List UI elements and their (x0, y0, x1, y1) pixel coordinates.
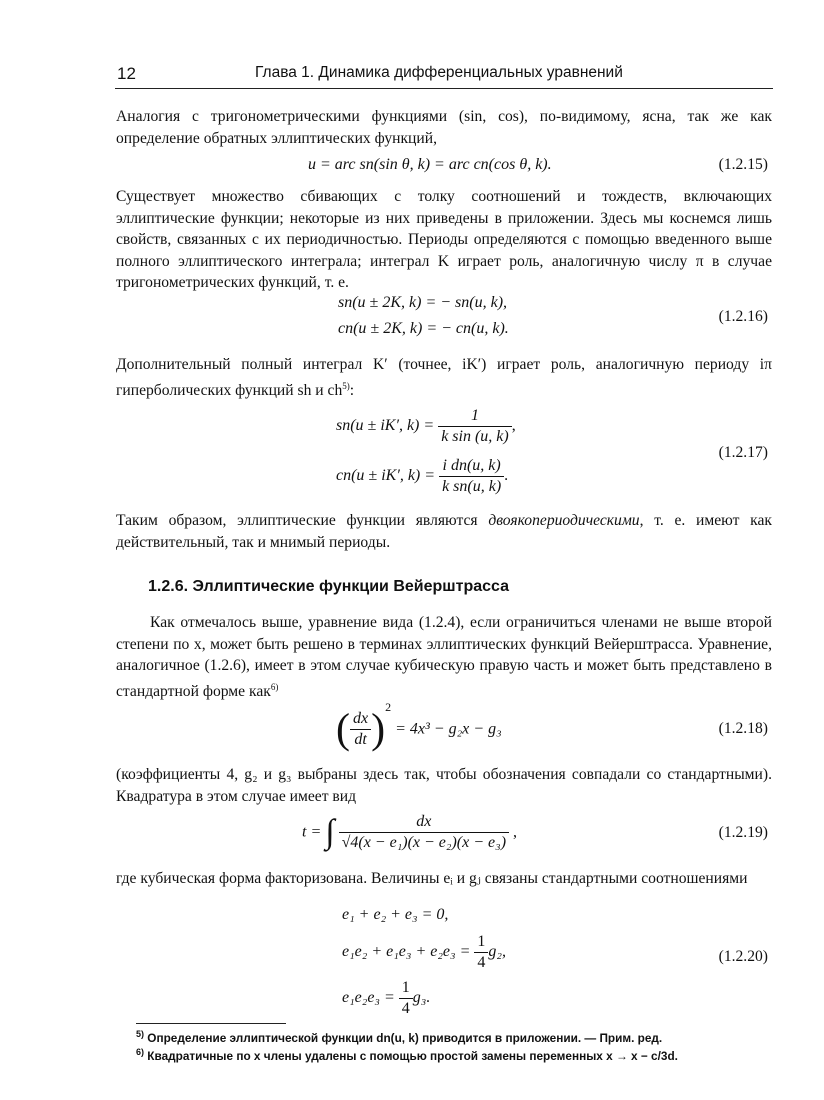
right-paren: ) (371, 706, 386, 753)
exponent: 2 (385, 700, 392, 714)
fraction-numerator: 1 (474, 932, 488, 953)
equation-number: (1.2.18) (718, 720, 768, 737)
equation-1-2-16 (116, 294, 772, 344)
equation-line-1 (336, 406, 516, 447)
paragraph-2: Существует множество сбивающих с толку соотношений и тождеств, включающих эллиптические функции; некоторые из них приведены в приложении. Здесь мы коснемся лишь свойств, связанных с их периодичностью. Периоды определяются с помощью введенного выше полного эллиптического интеграла; интеграл K играет роль, аналогичную числу π в случае тригонометрических функций, т. е. (116, 188, 772, 291)
fraction-2 (439, 456, 504, 497)
equation-lhs: t = (302, 823, 322, 841)
equation-lhs-1: sn(u ± iK′, k) = (336, 417, 435, 435)
equation-body (302, 812, 517, 853)
equation-lhs-2: cn(u ± iK′, k) = (336, 467, 436, 485)
equation-line-2 (336, 456, 508, 497)
fraction-denominator: √4(x − e₁)(x − e₂)(x − e₃) (341, 834, 507, 851)
paragraph-7: где кубическая форма факторизована. Величины eᵢ и gⱼ связаны стандартными соотношениями (116, 870, 748, 887)
section-title: 1.2.6. Эллиптические функции Вейерштрасса (148, 578, 510, 595)
equation-body (336, 700, 502, 753)
footnote-ref-6[interactable]: 6) (270, 681, 279, 692)
paragraph-4 (116, 510, 772, 553)
emphasis-term: двоякопериодическими (488, 512, 640, 529)
equation-number: (1.2.17) (718, 444, 768, 461)
equation-1-2-18 (116, 700, 772, 760)
equation-number: (1.2.16) (718, 308, 768, 325)
equation-tail: . (504, 467, 509, 485)
equation-line-3 (342, 978, 430, 1019)
integral-sign: ∫ (325, 813, 335, 851)
equation-1-2-19 (116, 812, 772, 868)
footnote-6 (136, 1047, 776, 1063)
fraction-quarter-1 (474, 932, 488, 973)
equation-number: (1.2.15) (718, 156, 768, 173)
running-header (115, 62, 773, 89)
page-number: 12 (117, 64, 136, 83)
footnote-ref-5[interactable]: 5) (342, 380, 350, 391)
fraction-denominator: k sin (u, k) (441, 428, 509, 445)
footnote-5 (136, 1029, 776, 1045)
equation-lhs-2: e₁e₂ + e₁e₃ + e₂e₃ = (342, 943, 471, 961)
footnote-mark: 5) (136, 1029, 145, 1039)
fraction-numerator: dx (350, 709, 371, 730)
paragraph-3-text: Дополнительный полный интеграл K′ (точнее, iK′) играет роль, аналогичную периоду iπ гиперболических функций sh и ch (116, 356, 772, 399)
paragraph-6: (коэффициенты 4, g₂ и g₃ выбраны здесь так, чтобы обозначения совпадали со стандартными). Квадратура в этом случае имеет вид (116, 766, 772, 805)
fraction-numerator: dx (339, 812, 509, 833)
equation-tail-3: g₃. (412, 989, 431, 1007)
footnote-divider (136, 1023, 286, 1024)
integrand-fraction (339, 812, 509, 853)
equation-lhs-3: e₁e₂e₃ = (342, 989, 395, 1007)
fraction-denominator: 4 (477, 954, 486, 971)
equation-rhs: = 4x³ − g₂x − g₃ (395, 720, 502, 738)
equation-line-1: e₁ + e₂ + e₃ = 0, (342, 906, 449, 923)
paragraph-3: Дополнительный полный интеграл K′ (точнее, iK′) играет роль, аналогичную периоду iπ гиперболических функций sh и $ch^{5)}$: (116, 356, 772, 399)
footnote-text: Квадратичные по x члены удалены с помощью простой замены переменных x → x − c/3d. (147, 1048, 678, 1063)
equation-tail: , (511, 417, 516, 435)
fraction-denominator: k sn(u, k) (442, 478, 502, 495)
running-title: Глава 1. Динамика дифференциальных уравнений (255, 64, 623, 81)
footnote-text: Определение эллиптической функции dn(u, k) приводится в приложении. — Прим. ред. (147, 1030, 663, 1045)
paragraph-4-text-b: , т. е. имеют как действительный, так и мнимый периоды. (116, 512, 772, 551)
fraction-numerator: 1 (438, 406, 512, 427)
fraction-quarter-2 (399, 978, 413, 1019)
footnote-mark: 6) (136, 1047, 145, 1057)
left-paren: ( (336, 706, 350, 753)
fraction-numerator: i dn(u, k) (439, 456, 504, 477)
paragraph-4-text-a: Таким образом, эллиптические функции являются (116, 512, 478, 529)
equation-line-2: cn(u ± 2K, k) = − cn(u, k). (338, 320, 509, 337)
paragraph-1: Аналогия с тригонометрическими функциями (sin, cos), по-видимому, ясна, так же как определение обратных эллиптических функций, (116, 108, 772, 147)
equation-line-2 (342, 932, 506, 973)
fraction-numerator: 1 (399, 978, 413, 999)
equation-tail-2: g₂, (488, 943, 506, 961)
equation-number: (1.2.20) (718, 948, 768, 965)
equation-1-2-17 (116, 406, 772, 502)
fraction-denominator: dt (354, 730, 367, 748)
fraction-1 (438, 406, 512, 447)
equation-1-2-20 (116, 906, 772, 1018)
equation-line-1: sn(u ± 2K, k) = − sn(u, k), (338, 294, 508, 311)
paragraph-5-text: Как отмечалось выше, уравнение вида (1.2.4), если ограничиться членами не выше второй степени по x, может быть решено в терминах эллиптических функций Вейерштрасса. Уравнение, аналогичное (1.2.6), имеет в этом случае кубическую правую часть и может быть представлено в стандартной форме как (116, 614, 772, 700)
paragraph-5 (116, 612, 772, 702)
equation-tail: , (513, 823, 518, 841)
derivative-fraction (350, 709, 371, 750)
equation-body: u = arc sn(sin θ, k) = arc cn(cos θ, k). (308, 156, 552, 173)
fraction-denominator: 4 (401, 1000, 410, 1017)
equation-number: (1.2.19) (718, 824, 768, 841)
